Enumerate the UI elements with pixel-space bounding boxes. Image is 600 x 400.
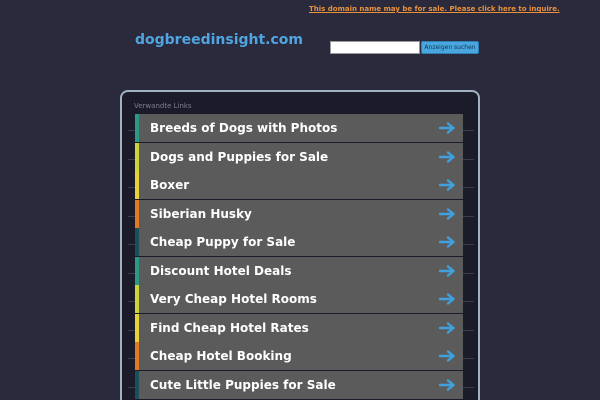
list-item (122, 314, 478, 343)
related-link-label: Cute Little Puppies for Sale (150, 377, 336, 392)
list-item (122, 285, 478, 314)
list-item (122, 143, 478, 172)
panel-heading: Verwandte Links (134, 102, 192, 110)
related-link[interactable] (139, 228, 463, 256)
related-link[interactable] (139, 143, 463, 171)
related-links-panel (120, 90, 480, 400)
list-item (122, 228, 478, 257)
related-link[interactable] (139, 114, 463, 142)
related-link[interactable] (139, 200, 463, 228)
list-item (122, 257, 478, 286)
related-link-label: Boxer (150, 178, 190, 192)
search-button[interactable]: Anzeigen suchen (421, 41, 479, 54)
related-link[interactable] (139, 342, 463, 370)
arrow-right-icon (439, 179, 456, 191)
list-item (122, 114, 478, 143)
list-item (122, 200, 478, 229)
related-link-label: Cheap Hotel Booking (150, 349, 292, 363)
related-link-label: Dogs and Puppies for Sale (150, 149, 329, 164)
list-item (122, 342, 478, 371)
related-link[interactable] (139, 285, 463, 313)
list-item (122, 171, 478, 200)
related-link[interactable] (139, 314, 463, 342)
site-title[interactable]: dogbreedinsight.com (135, 32, 303, 48)
search-input[interactable] (330, 41, 420, 54)
related-link-label: Find Cheap Hotel Rates (150, 320, 309, 335)
arrow-right-icon (439, 151, 456, 163)
arrow-right-icon (439, 236, 456, 248)
arrow-right-icon (439, 379, 456, 391)
related-link-label: Very Cheap Hotel Rooms (150, 292, 317, 306)
list-item (122, 371, 478, 400)
arrow-right-icon (439, 122, 456, 134)
arrow-right-icon (439, 350, 456, 362)
arrow-right-icon (439, 265, 456, 277)
related-link-label: Cheap Puppy for Sale (150, 235, 296, 249)
related-link-label: Breeds of Dogs with Photos (150, 121, 338, 135)
related-link[interactable] (139, 171, 463, 199)
arrow-right-icon (439, 322, 456, 334)
related-link-label: Discount Hotel Deals (150, 263, 292, 278)
related-link-label: Siberian Husky (150, 206, 252, 221)
domain-sale-link[interactable]: This domain name may be for sale. Please click here to inquire. (309, 5, 560, 13)
related-link[interactable] (139, 371, 463, 399)
arrow-right-icon (439, 293, 456, 305)
arrow-right-icon (439, 208, 456, 220)
related-link[interactable] (139, 257, 463, 285)
